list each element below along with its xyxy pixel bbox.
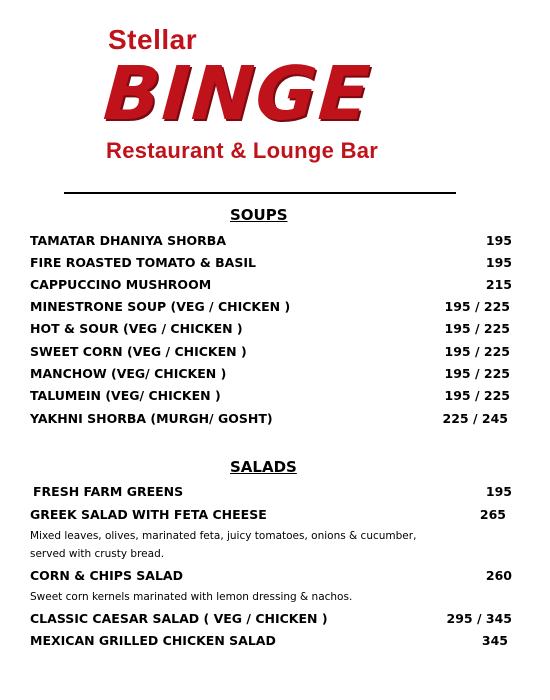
menu-item-name: FRESH FARM GREENS: [33, 484, 184, 499]
menu-item-price: 265: [479, 507, 506, 522]
section-title-soups: SOUPS: [230, 206, 288, 224]
menu-item-price: 195: [485, 233, 512, 248]
menu-item-name: MEXICAN GRILLED CHICKEN SALAD: [30, 633, 276, 648]
menu-item-name: FIRE ROASTED TOMATO & BASIL: [30, 255, 256, 270]
menu-item-name: TAMATAR DHANIYA SHORBA: [30, 233, 227, 248]
menu-item-price: 195 / 225: [444, 299, 510, 314]
brand-top-text: Stellar: [108, 24, 198, 55]
menu-item-name: MANCHOW (VEG/ CHICKEN ): [30, 366, 227, 381]
brand-subtitle: Restaurant & Lounge Bar: [106, 138, 379, 163]
menu-item-price: 195: [485, 255, 512, 270]
menu-item-price: 215: [485, 277, 512, 292]
menu-item-price: 195: [485, 484, 512, 499]
menu-item-price: 195 / 225: [444, 366, 510, 381]
menu-item-price: 195 / 225: [444, 321, 510, 336]
menu-item-name: MINESTRONE SOUP (VEG / CHICKEN ): [30, 299, 291, 314]
menu-item-price: 195 / 225: [444, 388, 510, 403]
section-title-salads: SALADS: [230, 458, 297, 476]
divider-line: [64, 192, 456, 194]
menu-item-name: CORN & CHIPS SALAD: [30, 568, 183, 583]
menu-item-name: HOT & SOUR (VEG / CHICKEN ): [30, 321, 243, 336]
menu-item-description: Sweet corn kernels marinated with lemon dressing & nachos.: [30, 591, 353, 603]
menu-item-description: Mixed leaves, olives, marinated feta, juicy tomatoes, onions & cucumber,: [30, 530, 417, 542]
brand-main-text: BINGE: [100, 51, 375, 137]
menu-item-price: 195 / 225: [444, 344, 510, 359]
menu-item-price: 260: [485, 568, 512, 583]
menu-item-name: CLASSIC CAESAR SALAD ( VEG / CHICKEN ): [30, 611, 328, 626]
menu-item-price: 225 / 245: [442, 411, 508, 426]
menu-item-price: 345: [481, 633, 508, 648]
menu-item-description: served with crusty bread.: [30, 548, 165, 560]
menu-item-name: CAPPUCCINO MUSHROOM: [30, 277, 212, 292]
menu-item-name: YAKHNI SHORBA (MURGH/ GOSHT): [30, 411, 273, 426]
menu-item-price: 295 / 345: [446, 611, 512, 626]
menu-item-name: GREEK SALAD WITH FETA CHEESE: [30, 507, 267, 522]
menu-item-name: SWEET CORN (VEG / CHICKEN ): [30, 344, 247, 359]
menu-item-name: TALUMEIN (VEG/ CHICKEN ): [30, 388, 221, 403]
